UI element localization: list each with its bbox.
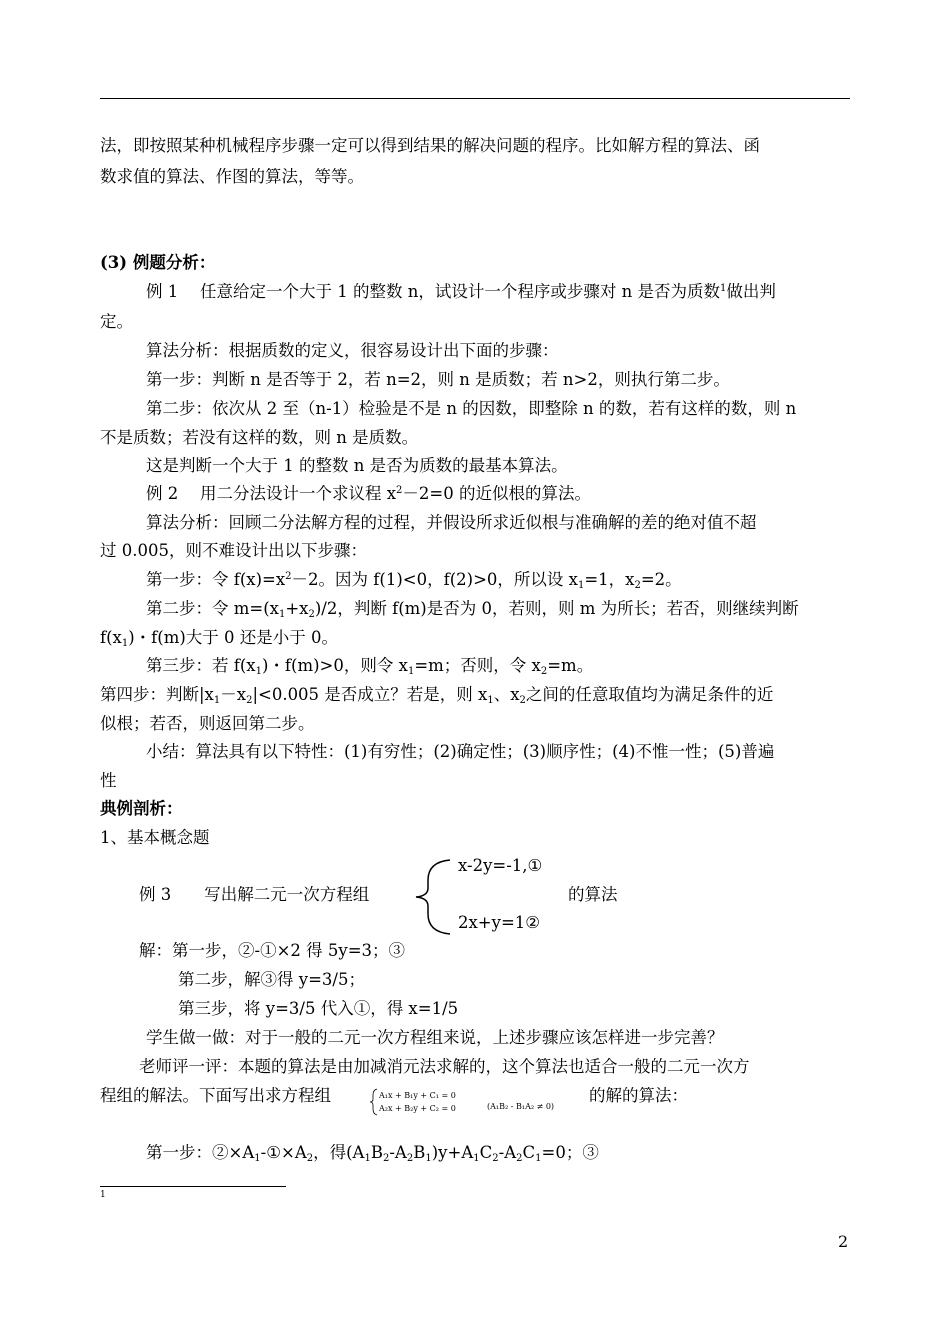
footnote: 1 xyxy=(100,1190,106,1200)
footnote-rule xyxy=(100,1186,286,1187)
solution-line: 解：第一步，②-①×2 得 5y=3；③ xyxy=(139,941,406,960)
paragraph-line: 老师评一评：本题的算法是由加减消元法求解的，这个算法也适合一般的二元一次方 xyxy=(139,1057,750,1076)
category-heading: 1、基本概念题 xyxy=(100,828,210,847)
example-3-end: 的算法 xyxy=(568,885,618,904)
example-1: 例 1 任意给定一个大于 1 的整数 n，试设计一个程序或步骤对 n 是否为质数$^1$做出判 xyxy=(146,282,776,301)
system-condition: (A₁B₂ - B₁A₂ ≠ 0) xyxy=(487,1102,555,1111)
solution-line: 第二步，解③得 y=3/5； xyxy=(178,970,365,989)
paragraph-line: 这是判断一个大于 1 的整数 n 是否为质数的最基本算法。 xyxy=(146,456,568,475)
section-heading: 典例剖析： xyxy=(100,799,183,818)
example-3-label: 例 3 写出解二元一次方程组 xyxy=(139,885,370,904)
paragraph-line: 数求值的算法、作图的算法，等等。 xyxy=(100,167,364,186)
system-brace xyxy=(410,856,460,936)
system-equation-2: A₂x + B₂y + C₂ = 0 xyxy=(379,1104,456,1113)
paragraph-line: 程组的解法。下面写出求方程组 xyxy=(100,1086,331,1105)
step-line: 第一步：判断 n 是否等于 2，若 n=2，则 n 是质数；若 n>2，则执行第二步。 xyxy=(146,370,730,389)
header-rule xyxy=(100,98,850,99)
step-line: 第一步：令 $f(x)=x^2-2$。因为 f(1)<0，f(2)>0，所以设 $x_1=1$，$x_2=2$。 xyxy=(146,570,682,591)
system-equation-1: A₁x + B₁y + C₁ = 0 xyxy=(379,1091,456,1100)
step-line: 第二步：令 $m=(x_1+x_2)/2$，判断 f(m)是否为 0，若则，则 m 为所长；若否，则继续判断 xyxy=(146,599,799,620)
paragraph-line: 法，即按照某种机械程序步骤一定可以得到结果的解决问题的程序。比如解方程的算法、函 xyxy=(100,136,760,155)
paragraph-line: 不是质数；若没有这样的数，则 n 是质数。 xyxy=(100,428,419,447)
step-line: 第三步：若 $f(x_1)$・f(m)>0，则令 $x_1=m$；否则，令 $x_2=m$。 xyxy=(146,656,594,677)
step-line: 第一步：$②\times A_1-①\times A_2$，得$(A_1B_2-A_2B_1)y+A_1C_2-A_2C_1=0$；③ xyxy=(146,1143,599,1164)
step-line: $f(x_1)$・f(m)大于 0 还是小于 0。 xyxy=(100,628,339,649)
paragraph-line: 性 xyxy=(100,771,117,790)
equation-2: 2x+y=1② xyxy=(458,913,541,932)
summary-line: 小结：算法具有以下特性：(1)有穷性；(2)确定性；(3)顺序性；(4)不惟一性；(5)普遍 xyxy=(146,742,775,761)
paragraph-line: 过 0.005，则不难设计出以下步骤： xyxy=(100,541,367,560)
footnote-ref[interactable]: 1 xyxy=(719,283,727,294)
step-line: 第四步：判断$|x_1-x_2|<0.005$ 是否成立？若是，则 $x_1$、$x_2$之间的任意取值均为满足条件的近 xyxy=(100,685,774,706)
equation-1: x-2y=-1,① xyxy=(458,856,543,875)
section-heading: (3) 例题分析： xyxy=(100,253,216,272)
small-brace xyxy=(369,1088,379,1116)
paragraph-line: 似根；若否，则返回第二步。 xyxy=(100,714,315,733)
paragraph-line: 算法分析：回顾二分法解方程的过程，并假设所求近似根与准确解的差的绝对值不超 xyxy=(146,513,757,532)
paragraph-line-end: 的解的算法： xyxy=(589,1086,688,1105)
example-2: 例 2 用二分法设计一个求议程 $x^2-2=0$ 的近似根的算法。 xyxy=(146,484,591,503)
paragraph-line: 学生做一做：对于一般的二元一次方程组来说，上述步骤应该怎样进一步完善？ xyxy=(146,1028,724,1047)
page-number: 2 xyxy=(838,1232,849,1251)
solution-line: 第三步，将 y=3/5 代入①，得 x=1/5 xyxy=(178,999,459,1018)
paragraph-line: 算法分析：根据质数的定义，很容易设计出下面的步骤： xyxy=(146,341,559,360)
paragraph-line: 定。 xyxy=(100,312,133,331)
step-line: 第二步：依次从 2 至（n-1）检验是不是 n 的因数，即整除 n 的数，若有这样的数，则 n xyxy=(146,399,797,418)
